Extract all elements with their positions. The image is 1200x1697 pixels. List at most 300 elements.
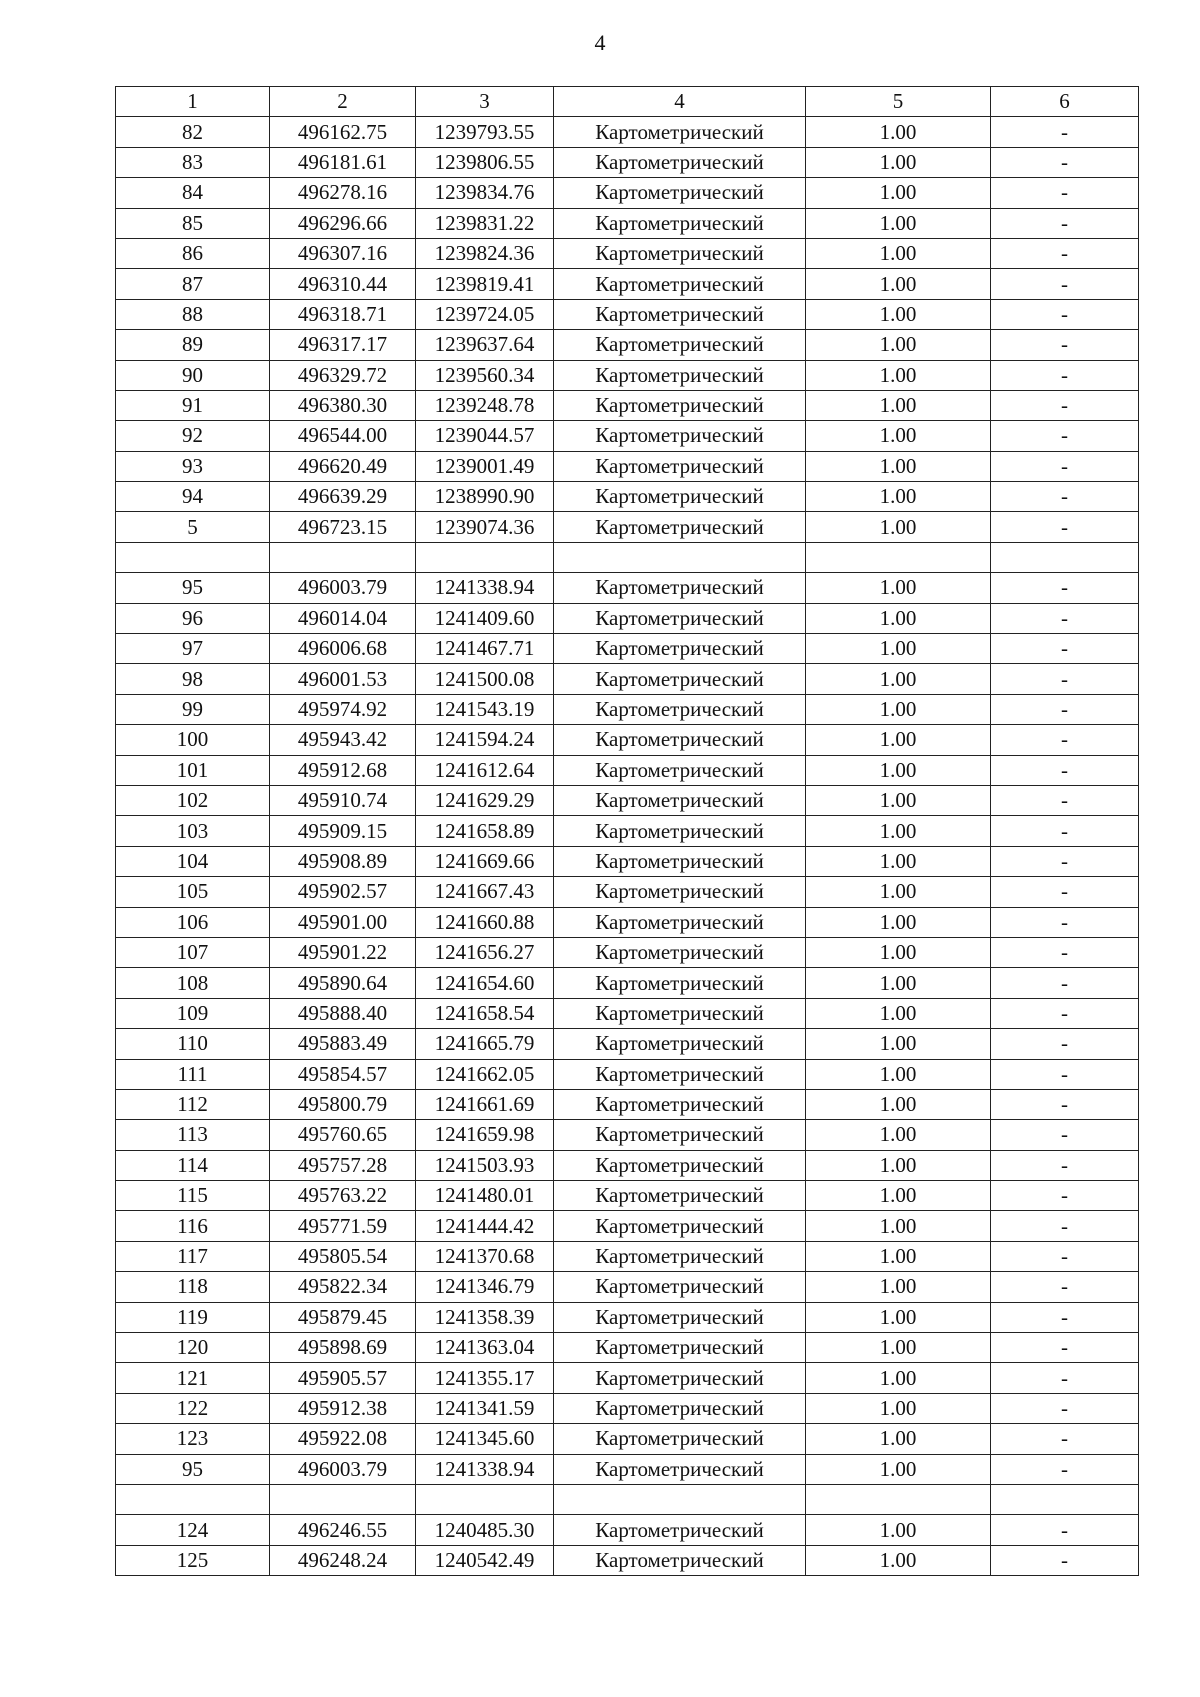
table-cell: Картометрический: [554, 117, 806, 147]
table-cell: [991, 1484, 1139, 1514]
table-cell: -: [991, 846, 1139, 876]
table-cell: 125: [116, 1545, 270, 1575]
table-cell: [116, 542, 270, 572]
table-cell: 1241444.42: [416, 1211, 554, 1241]
table-cell: 495883.49: [270, 1029, 416, 1059]
table-cell: -: [991, 299, 1139, 329]
table-row: [116, 846, 1139, 876]
table-cell: -: [991, 1393, 1139, 1423]
table-row: [116, 1059, 1139, 1089]
table-cell: 1.00: [806, 421, 991, 451]
table-cell: 495760.65: [270, 1120, 416, 1150]
table-row: [116, 603, 1139, 633]
table-cell: -: [991, 147, 1139, 177]
table-cell: -: [991, 998, 1139, 1028]
table-row: [116, 755, 1139, 785]
table-cell: 1241665.79: [416, 1029, 554, 1059]
table-cell: 96: [116, 603, 270, 633]
table-cell: 1.00: [806, 816, 991, 846]
table-cell: 119: [116, 1302, 270, 1332]
table-cell: -: [991, 208, 1139, 238]
table-row: [116, 1545, 1139, 1575]
table-cell: 1238990.90: [416, 482, 554, 512]
table-row: [116, 937, 1139, 967]
table-cell: 496620.49: [270, 451, 416, 481]
table-cell: 496318.71: [270, 299, 416, 329]
table-cell: Картометрический: [554, 1363, 806, 1393]
table-cell: 495912.68: [270, 755, 416, 785]
table-row: [116, 816, 1139, 846]
table-row: [116, 1454, 1139, 1484]
table-cell: 1.00: [806, 968, 991, 998]
table-cell: -: [991, 573, 1139, 603]
table-row: [116, 1181, 1139, 1211]
table-cell: 117: [116, 1241, 270, 1271]
table-cell: 496278.16: [270, 178, 416, 208]
table-cell: 1241594.24: [416, 725, 554, 755]
table-cell: 495890.64: [270, 968, 416, 998]
table-cell: -: [991, 785, 1139, 815]
table-cell: 1241409.60: [416, 603, 554, 633]
table-cell: Картометрический: [554, 968, 806, 998]
table-cell: 495854.57: [270, 1059, 416, 1089]
table-cell: 1.00: [806, 725, 991, 755]
table-cell: 112: [116, 1089, 270, 1119]
column-header: 1: [116, 87, 270, 117]
table-cell: 92: [116, 421, 270, 451]
table-row: [116, 1302, 1139, 1332]
table-cell: 1241629.29: [416, 785, 554, 815]
column-header: 5: [806, 87, 991, 117]
table-cell: Картометрический: [554, 390, 806, 420]
table-cell: 116: [116, 1211, 270, 1241]
table-cell: -: [991, 755, 1139, 785]
table-row: [116, 634, 1139, 664]
table-cell: 1240542.49: [416, 1545, 554, 1575]
table-cell: [991, 542, 1139, 572]
table-cell: Картометрический: [554, 238, 806, 268]
table-cell: 1.00: [806, 1241, 991, 1271]
table-cell: Картометрический: [554, 877, 806, 907]
table-cell: -: [991, 634, 1139, 664]
table-cell: -: [991, 1363, 1139, 1393]
table-cell: 1241612.64: [416, 755, 554, 785]
table-cell: 1.00: [806, 785, 991, 815]
table-cell: -: [991, 937, 1139, 967]
table-cell: -: [991, 816, 1139, 846]
table-cell: 496723.15: [270, 512, 416, 542]
table-cell: -: [991, 1059, 1139, 1089]
table-cell: 1.00: [806, 877, 991, 907]
table-cell: 495912.38: [270, 1393, 416, 1423]
table-cell: 496162.75: [270, 117, 416, 147]
table-cell: 496307.16: [270, 238, 416, 268]
table-cell: 1241658.89: [416, 816, 554, 846]
table-row: [116, 877, 1139, 907]
table-cell: 495879.45: [270, 1302, 416, 1332]
table-cell: 1241669.66: [416, 846, 554, 876]
table-cell: 97: [116, 634, 270, 664]
table-row: [116, 390, 1139, 420]
table-cell: Картометрический: [554, 360, 806, 390]
coordinates-table: [115, 86, 1139, 1576]
table-cell: 95: [116, 1454, 270, 1484]
table-cell: 108: [116, 968, 270, 998]
table-cell: 1.00: [806, 1089, 991, 1119]
table-cell: -: [991, 1515, 1139, 1545]
table-cell: 105: [116, 877, 270, 907]
column-header: 4: [554, 87, 806, 117]
table-cell: 1241503.93: [416, 1150, 554, 1180]
table-cell: 495888.40: [270, 998, 416, 1028]
table-cell: -: [991, 1089, 1139, 1119]
table-cell: 1241500.08: [416, 664, 554, 694]
table-cell: 1.00: [806, 755, 991, 785]
table-cell: [270, 542, 416, 572]
table-cell: Картометрический: [554, 1150, 806, 1180]
table-cell: 109: [116, 998, 270, 1028]
table-cell: 1239819.41: [416, 269, 554, 299]
table-cell: -: [991, 1181, 1139, 1211]
table-cell: 1241370.68: [416, 1241, 554, 1271]
table-row: [116, 1484, 1139, 1514]
table-cell: -: [991, 603, 1139, 633]
table-cell: 1.00: [806, 998, 991, 1028]
table-cell: -: [991, 330, 1139, 360]
table-cell: 1.00: [806, 269, 991, 299]
table-cell: 1239560.34: [416, 360, 554, 390]
table-cell: 495757.28: [270, 1150, 416, 1180]
table-cell: 1.00: [806, 360, 991, 390]
table-cell: -: [991, 390, 1139, 420]
table-cell: 118: [116, 1272, 270, 1302]
table-cell: 1.00: [806, 664, 991, 694]
table-cell: Картометрический: [554, 1454, 806, 1484]
table-cell: 98: [116, 664, 270, 694]
table-cell: 496181.61: [270, 147, 416, 177]
table-cell: 1241654.60: [416, 968, 554, 998]
table-cell: 1.00: [806, 117, 991, 147]
table-cell: 85: [116, 208, 270, 238]
table-cell: -: [991, 1302, 1139, 1332]
table-cell: 1239044.57: [416, 421, 554, 451]
table-cell: Картометрический: [554, 725, 806, 755]
table-cell: [806, 542, 991, 572]
table-row: [116, 968, 1139, 998]
table-cell: 1241667.43: [416, 877, 554, 907]
table-cell: 1239724.05: [416, 299, 554, 329]
table-row: [116, 664, 1139, 694]
table-cell: Картометрический: [554, 1515, 806, 1545]
table-cell: 93: [116, 451, 270, 481]
table-cell: Картометрический: [554, 998, 806, 1028]
table-row: [116, 1089, 1139, 1119]
table-row: [116, 238, 1139, 268]
table-cell: 1.00: [806, 1363, 991, 1393]
table-cell: 1241662.05: [416, 1059, 554, 1089]
table-cell: Картометрический: [554, 1272, 806, 1302]
table-cell: 1.00: [806, 1120, 991, 1150]
table-cell: 89: [116, 330, 270, 360]
table-cell: -: [991, 1211, 1139, 1241]
table-cell: 86: [116, 238, 270, 268]
table-cell: 1241658.54: [416, 998, 554, 1028]
table-cell: 495908.89: [270, 846, 416, 876]
table-cell: 1.00: [806, 694, 991, 724]
table-cell: Картометрический: [554, 816, 806, 846]
table-cell: 1.00: [806, 451, 991, 481]
table-header-row: [116, 87, 1139, 117]
table-cell: 1239824.36: [416, 238, 554, 268]
table-cell: 1241338.94: [416, 573, 554, 603]
table-cell: 1.00: [806, 1029, 991, 1059]
table-cell: Картометрический: [554, 664, 806, 694]
table-row: [116, 998, 1139, 1028]
table-cell: 495822.34: [270, 1272, 416, 1302]
column-header: 3: [416, 87, 554, 117]
table-cell: 124: [116, 1515, 270, 1545]
table-cell: 114: [116, 1150, 270, 1180]
table-cell: Картометрический: [554, 907, 806, 937]
table-cell: Картометрический: [554, 937, 806, 967]
table-cell: 1.00: [806, 907, 991, 937]
table-cell: 1241661.69: [416, 1089, 554, 1119]
table-row: [116, 785, 1139, 815]
table-cell: 1241480.01: [416, 1181, 554, 1211]
table-row: [116, 178, 1139, 208]
table-cell: 1.00: [806, 1272, 991, 1302]
table-cell: -: [991, 1120, 1139, 1150]
table-cell: 104: [116, 846, 270, 876]
table-cell: 84: [116, 178, 270, 208]
column-header: 6: [991, 87, 1139, 117]
table-cell: Картометрический: [554, 269, 806, 299]
table-cell: -: [991, 421, 1139, 451]
table-cell: 1.00: [806, 634, 991, 664]
table-row: [116, 117, 1139, 147]
table-row: [116, 694, 1139, 724]
table-cell: 496296.66: [270, 208, 416, 238]
table-cell: 1.00: [806, 208, 991, 238]
table-cell: Картометрический: [554, 421, 806, 451]
table-cell: 1.00: [806, 147, 991, 177]
table-row: [116, 1333, 1139, 1363]
table-cell: 496329.72: [270, 360, 416, 390]
table-cell: 90: [116, 360, 270, 390]
table-cell: -: [991, 360, 1139, 390]
table-cell: 1.00: [806, 1424, 991, 1454]
column-header: 2: [270, 87, 416, 117]
table-cell: Картометрический: [554, 573, 806, 603]
table-row: [116, 1393, 1139, 1423]
table-cell: 110: [116, 1029, 270, 1059]
table-cell: 102: [116, 785, 270, 815]
table-cell: [270, 1484, 416, 1514]
table-cell: 1.00: [806, 178, 991, 208]
table-cell: 1.00: [806, 512, 991, 542]
table-cell: 1240485.30: [416, 1515, 554, 1545]
table-cell: 94: [116, 482, 270, 512]
table-cell: -: [991, 512, 1139, 542]
table-row: [116, 1029, 1139, 1059]
table-cell: 496003.79: [270, 1454, 416, 1484]
table-cell: 107: [116, 937, 270, 967]
table-cell: 1.00: [806, 846, 991, 876]
table-cell: 1.00: [806, 1515, 991, 1545]
table-cell: 1241363.04: [416, 1333, 554, 1363]
table-cell: 496317.17: [270, 330, 416, 360]
table-cell: 1.00: [806, 482, 991, 512]
table-cell: -: [991, 1545, 1139, 1575]
table-cell: -: [991, 238, 1139, 268]
table-row: [116, 542, 1139, 572]
table-cell: 495922.08: [270, 1424, 416, 1454]
table-cell: Картометрический: [554, 1545, 806, 1575]
table-row: [116, 208, 1139, 238]
table-cell: 496639.29: [270, 482, 416, 512]
table-cell: 1.00: [806, 573, 991, 603]
table-cell: Картометрический: [554, 1393, 806, 1423]
table-cell: 1239793.55: [416, 117, 554, 147]
table-cell: 496380.30: [270, 390, 416, 420]
table-row: [116, 360, 1139, 390]
table-cell: 495943.42: [270, 725, 416, 755]
table-cell: -: [991, 482, 1139, 512]
table-cell: 115: [116, 1181, 270, 1211]
table-cell: 1239831.22: [416, 208, 554, 238]
table-cell: Картометрический: [554, 178, 806, 208]
table-cell: 1241659.98: [416, 1120, 554, 1150]
table-cell: 88: [116, 299, 270, 329]
table-cell: Картометрический: [554, 1302, 806, 1332]
table-cell: 120: [116, 1333, 270, 1363]
table-cell: 1.00: [806, 1150, 991, 1180]
table-cell: -: [991, 178, 1139, 208]
table-cell: Картометрический: [554, 1333, 806, 1363]
table-row: [116, 1120, 1139, 1150]
table-cell: 496246.55: [270, 1515, 416, 1545]
table-cell: 495800.79: [270, 1089, 416, 1119]
table-cell: Картометрический: [554, 755, 806, 785]
table-cell: Картометрический: [554, 1424, 806, 1454]
table-row: [116, 269, 1139, 299]
table-cell: 495763.22: [270, 1181, 416, 1211]
table-cell: -: [991, 1241, 1139, 1271]
table-row: [116, 1272, 1139, 1302]
table-cell: 100: [116, 725, 270, 755]
table-cell: 495905.57: [270, 1363, 416, 1393]
table-row: [116, 1241, 1139, 1271]
table-cell: Картометрический: [554, 1211, 806, 1241]
table-row: [116, 1363, 1139, 1393]
table-cell: 87: [116, 269, 270, 299]
table-cell: -: [991, 725, 1139, 755]
table-cell: 1239834.76: [416, 178, 554, 208]
table-cell: [416, 1484, 554, 1514]
table-cell: 1.00: [806, 299, 991, 329]
table-cell: 1.00: [806, 1545, 991, 1575]
table-cell: 121: [116, 1363, 270, 1393]
table-cell: -: [991, 1272, 1139, 1302]
table-row: [116, 421, 1139, 451]
table-cell: 1.00: [806, 1333, 991, 1363]
table-row: [116, 512, 1139, 542]
table-cell: 1.00: [806, 603, 991, 633]
table-row: [116, 330, 1139, 360]
table-cell: Картометрический: [554, 785, 806, 815]
table-cell: [806, 1484, 991, 1514]
table-cell: Картометрический: [554, 1241, 806, 1271]
table-cell: 496001.53: [270, 664, 416, 694]
table-cell: -: [991, 907, 1139, 937]
table-cell: [116, 1484, 270, 1514]
table-cell: 1.00: [806, 330, 991, 360]
table-cell: -: [991, 269, 1139, 299]
table-cell: Картометрический: [554, 1029, 806, 1059]
table-cell: 1.00: [806, 1302, 991, 1332]
table-cell: 1.00: [806, 238, 991, 268]
table-row: [116, 725, 1139, 755]
table-cell: [554, 1484, 806, 1514]
table-cell: 103: [116, 816, 270, 846]
table-cell: 1241346.79: [416, 1272, 554, 1302]
table-cell: 1.00: [806, 1059, 991, 1089]
table-cell: Картометрический: [554, 1089, 806, 1119]
table-row: [116, 1424, 1139, 1454]
table-cell: -: [991, 1333, 1139, 1363]
table-cell: 1.00: [806, 1393, 991, 1423]
table-cell: -: [991, 451, 1139, 481]
table-cell: Картометрический: [554, 694, 806, 724]
table-cell: 1241341.59: [416, 1393, 554, 1423]
table-cell: 495910.74: [270, 785, 416, 815]
table-cell: 496310.44: [270, 269, 416, 299]
table-cell: Картометрический: [554, 1181, 806, 1211]
table-cell: Картометрический: [554, 451, 806, 481]
table-cell: 95: [116, 573, 270, 603]
table-cell: -: [991, 1424, 1139, 1454]
table-row: [116, 1150, 1139, 1180]
table-cell: 1239074.36: [416, 512, 554, 542]
table-cell: 1241467.71: [416, 634, 554, 664]
table-cell: Картометрический: [554, 846, 806, 876]
table-cell: 495771.59: [270, 1211, 416, 1241]
table-cell: Картометрический: [554, 208, 806, 238]
table-cell: -: [991, 664, 1139, 694]
table-row: [116, 907, 1139, 937]
table-cell: 1241358.39: [416, 1302, 554, 1332]
table-cell: 496248.24: [270, 1545, 416, 1575]
table-cell: 122: [116, 1393, 270, 1423]
table-cell: 91: [116, 390, 270, 420]
table-cell: 496006.68: [270, 634, 416, 664]
table-cell: 1239806.55: [416, 147, 554, 177]
table-cell: Картометрический: [554, 1120, 806, 1150]
table-cell: 495901.00: [270, 907, 416, 937]
table-cell: 1241656.27: [416, 937, 554, 967]
table-cell: 1241660.88: [416, 907, 554, 937]
table-cell: 1239001.49: [416, 451, 554, 481]
page-number: 4: [594, 30, 606, 55]
table-cell: 1.00: [806, 1454, 991, 1484]
table-cell: 5: [116, 512, 270, 542]
table-cell: Картометрический: [554, 603, 806, 633]
table-cell: Картометрический: [554, 512, 806, 542]
table-cell: 495909.15: [270, 816, 416, 846]
table-cell: 495898.69: [270, 1333, 416, 1363]
table-cell: 1241543.19: [416, 694, 554, 724]
table-cell: 1.00: [806, 1181, 991, 1211]
